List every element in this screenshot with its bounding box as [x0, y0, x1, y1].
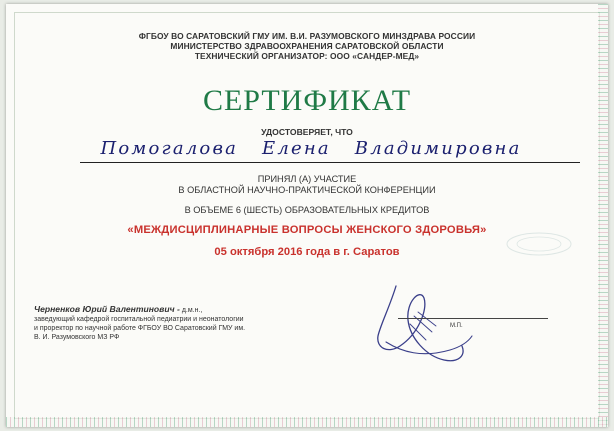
hologram-watermark [504, 230, 574, 258]
issuer-line-3: ТЕХНИЧЕСКИЙ ОРГАНИЗАТОР: ООО «САНДЕР-МЕД» [194, 51, 420, 61]
conference-title: «МЕЖДИСЦИПЛИНАРНЫЕ ВОПРОСЫ ЖЕНСКОГО ЗДОРОВЬЯ» [127, 224, 487, 236]
participation-line-2: В ОБЛАСТНОЙ НАУЧНО-ПРАКТИЧЕСКОЙ КОНФЕРЕНЦИИ [178, 185, 436, 195]
participation-line-1: ПРИНЯЛ (А) УЧАСТИЕ [257, 174, 357, 184]
signer-name: Черненков Юрий Валентинович - [34, 304, 180, 314]
decorative-border-bottom [6, 417, 608, 427]
issuer-line-1: ФГБОУ ВО САРАТОВСКИЙ ГМУ ИМ. В.И. РАЗУМОВСКОГО МИНЗДРАВА РОССИИ [138, 31, 476, 41]
recipient-name-underline [80, 162, 580, 163]
certifies-label: УДОСТОВЕРЯЕТ, ЧТО [261, 127, 353, 137]
signer-block [34, 305, 354, 342]
certificate-sheet [6, 4, 608, 427]
signer-position-line-3: В. И. Разумовского МЗ РФ [34, 334, 120, 341]
recipient-name: Помогалова Елена Владимировна [100, 138, 522, 159]
issuer-line-2: МИНИСТЕРСТВО ЗДРАВООХРАНЕНИЯ САРАТОВСКОЙ ОБЛАСТИ [170, 41, 444, 51]
signer-degree: д.м.н., [181, 307, 203, 314]
signature-line [398, 318, 548, 319]
participation-statement [6, 174, 608, 216]
signer-position-line-2: и проректор по научной работе ФГБОУ ВО Саратовский ГМУ им. [34, 325, 246, 332]
conference-date: 05 октября 2016 года в г. Саратов [214, 246, 400, 258]
participation-line-3: В ОБЪЕМЕ 6 (ШЕСТЬ) ОБРАЗОВАТЕЛЬНЫХ КРЕДИТОВ [184, 205, 430, 215]
issuer-header [6, 31, 608, 61]
stamp-place-label: М.П. [450, 323, 463, 329]
signer-position-line-1: заведующий кафедрой госпитальной педиатрии и неонатологии [34, 316, 244, 323]
certificate-title: СЕРТИФИКАТ [202, 84, 412, 117]
